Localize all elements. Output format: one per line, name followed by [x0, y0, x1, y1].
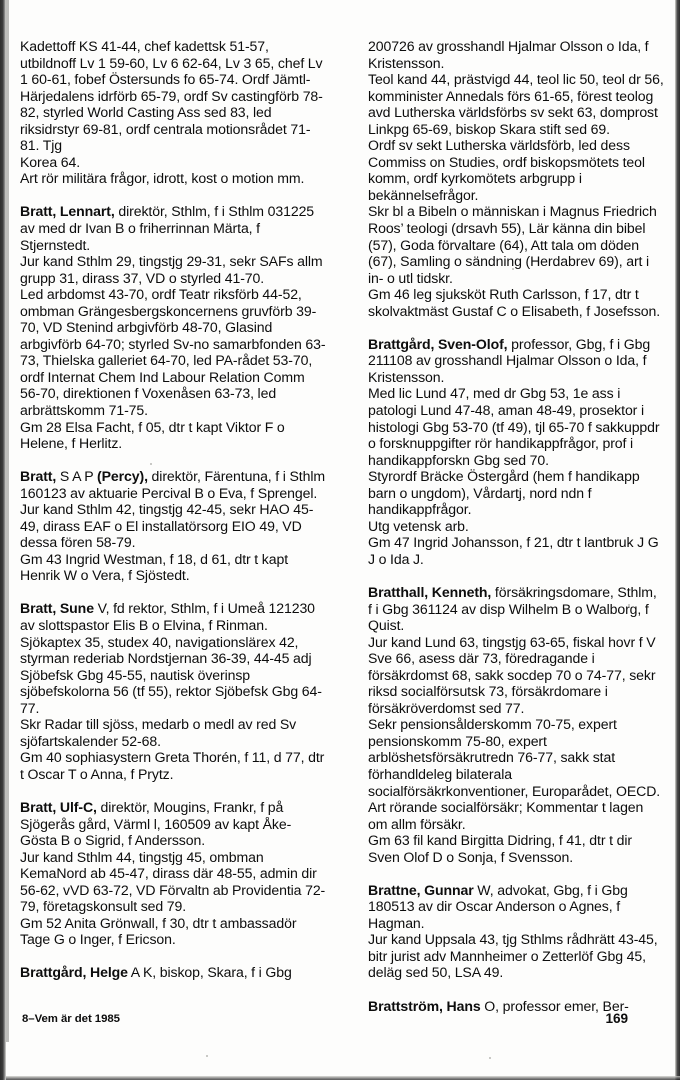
entry-body: Bratt, Sune V, fd rektor, Sthlm, f i Umeå 121230 av slottspastor Elis B o Elvina, f Rinman. Sjökaptex 35, studex 40, navigationslärex 42, styrman rederiab Nordstjernan 36-39, 44-45 adj Sjöbefsk Gbg 45-55, nautisk överinsp sjöbefskolorna 56 (tf 55), rektor Sjöbefsk Gbg 64-77. Skr Radar till sjöss, medarb o medl av red Sv sjöfartskalender 52-68. Gm 40 sophiasystern Greta Thorén, f 11, d 77, dtr t Oscar T o Anna, f Prytz.	[20, 600, 325, 782]
entry-body: Bratt, Lennart, direktör, Sthlm, f i Sthlm 031225 av med dr Ivan B o friherrinnan Märta, f Stjernstedt. Jur kand Sthlm 29, tingstjg 29-31, sekr SAFs allm grupp 31, dirass 37, VD o styrled 41-70. Led arbdomst 43-70, ordf Teatr riksförb 44-52, ombman Grängesbergskoncernens gruvförb 39-70, VD Stenind arbgivförb 48-70, Glasind arbgivförb 64-70; styrled Sv-no samarbfonden 63-73, Thielska galleriet 64-70, led PA-rådet 53-70, ordf Internat Chem Ind Labour Relation Comm 56-70, direktionen f Voxenåsen 63-73, led arbrättskomm 71-75. Gm 28 Elsa Facht, f 05, dtr t kapt Viktor F o Helene, f Herlitz.	[20, 203, 326, 452]
entry-headword: V	[93, 600, 106, 617]
scan-speck	[489, 1057, 491, 1059]
entry-body: 200726 av grosshandl Hjalmar Olsson o Ida, f Kristensson. Teol kand 44, prästvigd 44, teol lic 50, teol dr 56, komminister Annedals förs 61-65, förest teolog avd Lutherska världsförbs sv sekt 63, domprost Linkpg 65-69, biskop Skara stift sed 69. Ordf sv sekt Lutherska världsförb, led dess Commiss on Studies, ordf biskopsmötets teol komm, ordf kyrkomötets arbgrupp i bekännelsefrågor. Skr bl a Bibeln o människan i Magnus Friedrich Roos’ teologi (drsavh 55), Lär känna din bibel (57), Goda förvaltare (64), Att tala om döden (67), Samling o sändning (Herdabrev 69), art i in- o utl tidskr. Gm 46 leg sjuksköt Ruth Carlsson, f 17, dtr t skolvaktmäst Gustaf C o Elisabeth, f Josefsson.	[368, 38, 664, 319]
entry-headword: Bratt, Sune	[20, 600, 94, 617]
entry-headword: Bratt, Ulf-C,	[20, 798, 97, 815]
entry-body: Bratt, Ulf-C, direktör, Mougins, Frankr, f på Sjögerås gård, Värml l, 160509 av kapt Åke-Gösta B o Sigrid, f Andersson. Jur kand Sthlm 44, tingstjg 45, ombman KemaNord ab 45-47, dirass där 48-55, admin dir 56-62, vVD 63-72, VD Förvaltn ab Providentia 72-79, företagskonsult sed 79. Gm 52 Anita Grönwall, f 30, dtr t ambassadör Tage G o Inger, f Ericson.	[20, 798, 326, 948]
footer-book-title: 8–Vem är det 1985	[22, 1013, 120, 1025]
entry-body: Brattne, Gunnar W, advokat, Gbg, f i Gbg 180513 av dir Oscar Anderson o Agnes, f Hagman. Jur kand Uppsala 43, tjg Sthlms rådhrätt 43-45, bitr jurist adv Mannheimer o Zetterlöf Gbg 45, deläg sed 50, LSA 49.	[368, 881, 658, 981]
entry-brattne-gunnar	[368, 882, 664, 981]
entry-headword: A K	[127, 964, 153, 981]
entry-headword: (Percy),	[96, 468, 148, 485]
scan-edge-bottom-decoration	[6, 1076, 680, 1080]
entry-brattgard-helge	[20, 964, 326, 981]
entry-headword: W	[473, 881, 490, 898]
entry-headword: S A P	[56, 468, 97, 485]
right-column	[340, 0, 680, 1014]
entry-continuation-brattgard-ake	[20, 38, 326, 187]
left-column	[0, 0, 340, 1006]
entry-headword: Bratt,	[20, 468, 57, 485]
entry-headword: Bratt, Lennart,	[20, 203, 115, 220]
scan-speck	[206, 1055, 208, 1057]
entry-body: Kadettoff KS 41-44, chef kadettsk 51-57, utbildnoff Lv 1 59-60, Lv 6 62-64, Lv 3 65, chef Lv 1 60-61, fobef Östersunds fo 65-74. Ordf Jämtl-Härjedalens idrförb 65-79, ordf Sv castingförb 78-82, styrled World Casting Ass sed 83, led riksidrstyr 69-81, ordf centrala motionsrådet 71-81. Tjg Korea 64. Art rör militära frågor, idrott, kost o motion mm.	[20, 38, 323, 187]
entry-bratt-sune	[20, 600, 326, 782]
entry-continuation-brattgard-helge	[368, 38, 664, 319]
entry-bratt-ulf-c	[20, 799, 326, 948]
entry-headword: Brattne, Gunnar	[368, 881, 474, 898]
entry-body: Bratt, S A P (Percy), direktör, Färentuna, f i Sthlm 160123 av aktuarie Percival B o Eva, f Sprengel. Jur kand Sthlm 42, tingstjg 42-45, sekr HAO 45-49, dirass EAF o El installatörsorg EIO 49, VD dessa fören 58-79. Gm 43 Ingrid Westman, f 18, d 61, dtr t kapt Henrik W o Vera, f Sjöstedt.	[20, 468, 325, 584]
entry-headword: O	[480, 997, 496, 1014]
entry-brattgard-sven-olof	[368, 336, 664, 568]
entry-bratthall-kenneth	[368, 584, 664, 865]
entry-headword: Brattgård, Sven-Olof,	[368, 335, 508, 352]
entry-body: Brattgård, Helge A K, biskop, Skara, f i Gbg	[20, 964, 292, 981]
page-number: 169	[605, 1011, 628, 1026]
entry-headword: Brattgård, Helge	[20, 964, 128, 981]
entry-body: Brattström, Hans O, professor emer, Ber-	[368, 997, 629, 1014]
entry-body: Bratthall, Kenneth, försäkringsdomare, Sthlm, f i Gbg 361124 av disp Wilhelm B o Walborg, f Quist. Jur kand Lund 63, tingstjg 63-65, fiskal hovr f V Sve 66, asess där 73, föredragande i försäkrdomst 68, sakk socdep 70 o 74-77, sekr riksd socialförsutsk 73, försäkrdomare i försäkröverdomst sed 77. Sekr pensionsålderskomm 70-75, expert pensionskomm 75-80, expert arblöshetsförsäkrutredn 76-77, sakk stat förhandldeleg bilaterala socialförsäkrkonventioner, Europarådet, OECD. Art rörande socialförsäkr; Kommentar t lagen om allm försäkr. Gm 63 fil kand Birgitta Didring, f 41, dtr t dir Sven Olof D o Sonja, f Svensson.	[368, 583, 661, 865]
entry-bratt-percy	[20, 468, 326, 584]
page-footer	[0, 1012, 680, 1040]
entry-headword: Bratthall, Kenneth,	[368, 583, 492, 600]
entry-headword: Brattström, Hans	[368, 997, 481, 1014]
entry-bratt-lennart	[20, 203, 326, 451]
entry-body: Brattgård, Sven-Olof, professor, Gbg, f i Gbg 211108 av grosshandl Hjalmar Olsson o Ida, f Kristensson. Med lic Lund 47, med dr Gbg 53, 1e ass i patologi Lund 47-48, aman 48-49, prosektor i histologi Gbg 53-70 (tf 49), tjl 65-70 f sakkuppdr o forsknuppgifter rör handikappfrågor, prof i handikappforskn Gbg sed 70. Styrordf Bräcke Östergård (hem f handikapp barn o ungdom), Vårdartj, nord ndn f handikappfrågor. Utg vetensk arb. Gm 47 Ingrid Johansson, f 21, dtr t lantbruk J G J o Ida J.	[368, 335, 660, 567]
